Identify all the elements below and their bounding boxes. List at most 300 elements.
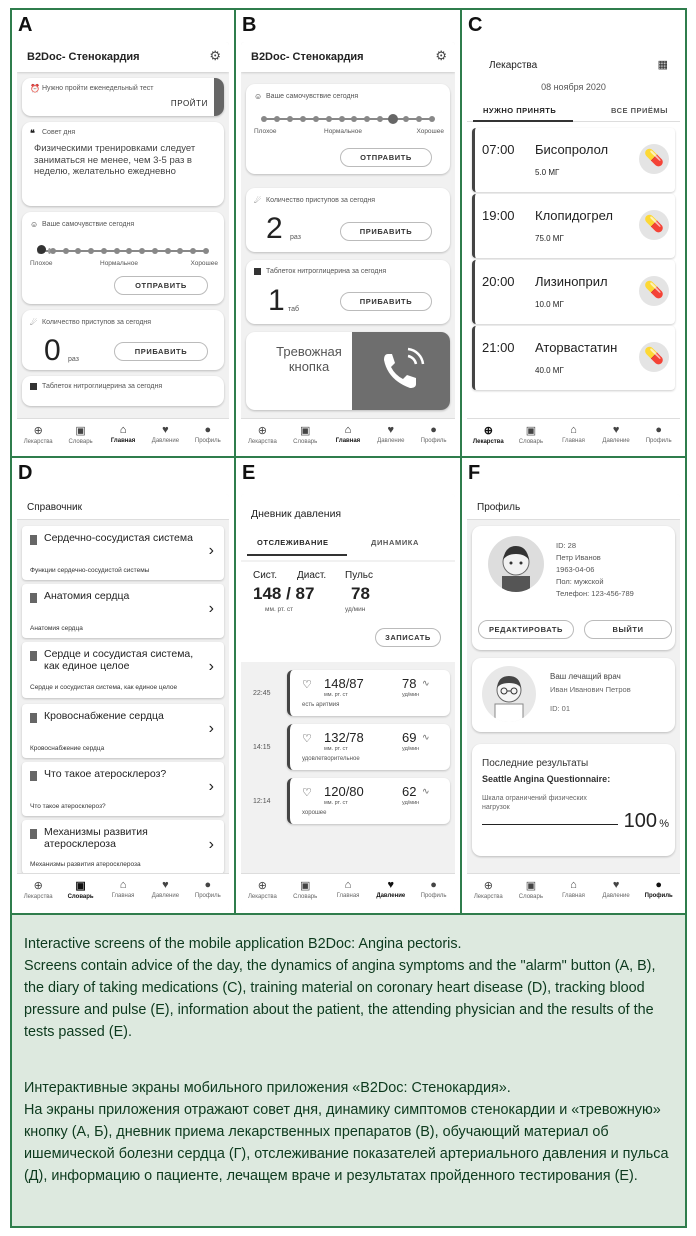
smile-icon: ☺: [30, 220, 39, 229]
nav-label: Профиль: [194, 893, 221, 899]
nav-label: Главная: [111, 893, 135, 899]
plus-circle-icon: ⊕: [257, 880, 267, 892]
gear-icon[interactable]: ⚙: [209, 48, 221, 63]
med-time: 20:00: [482, 274, 515, 289]
person-icon: ●: [655, 424, 662, 436]
nav-label: Давление: [376, 893, 406, 899]
nav-label: Лекарства: [473, 894, 503, 900]
slider-step-dot: [403, 116, 409, 122]
panel-label-b: B: [242, 14, 257, 36]
pill-icon[interactable]: 💊: [639, 342, 669, 372]
flame-icon: ☄: [30, 318, 38, 327]
nitro-label: Таблеток нитроглицерина за сегодня: [42, 383, 163, 390]
plus-circle-icon: ⊕: [33, 425, 43, 437]
doctor-id: ID: 01: [550, 704, 571, 713]
entry-pulse: 78: [402, 676, 417, 691]
entry-bp-unit: мм. рт. ст: [324, 800, 348, 806]
med-time: 07:00: [482, 142, 515, 157]
score-value: 100: [623, 810, 657, 832]
bp-entry[interactable]: [287, 778, 450, 824]
med-card[interactable]: [472, 260, 675, 324]
edit-button[interactable]: РЕДАКТИРОВАТЬ: [478, 620, 574, 639]
entry-pulse-unit: уд/мин: [402, 692, 420, 698]
screen-header: [467, 494, 680, 520]
pass-test-button[interactable]: ПРОЙТИ: [170, 99, 208, 108]
bp-unit: мм. рт. ст: [265, 606, 294, 613]
pulse-unit: уд/мин: [345, 606, 366, 613]
pulse-wave-icon: ∿: [422, 786, 430, 796]
tabs: [467, 100, 680, 122]
screen-header: [241, 494, 455, 560]
slider-step-dot: [339, 116, 345, 122]
plus-circle-icon: ⊕: [483, 425, 493, 437]
screen-title: Справочник: [27, 502, 82, 513]
scale-label-normal: Нормальное: [324, 128, 363, 135]
nav-pressure[interactable]: [369, 419, 412, 456]
panel-f: [462, 458, 685, 911]
topic-title: Механизмы развития атеросклероза: [44, 826, 148, 850]
topic-item[interactable]: [22, 526, 224, 580]
person-avatar-icon: [488, 536, 544, 592]
slider-step-dot: [287, 116, 293, 122]
questionnaire-name: Seattle Angina Questionnaire:: [482, 774, 611, 784]
nav-meds[interactable]: [467, 419, 510, 456]
bookmark-icon: [30, 771, 37, 781]
weekly-test-text: Нужно пройти еженедельный тест: [42, 85, 154, 92]
screen-title: Дневник давления: [251, 508, 342, 520]
topic-subtitle: Что такое атеросклероз?: [30, 803, 106, 810]
bookmark-icon: [30, 593, 37, 603]
wellbeing-label: Ваше самочувствие сегодня: [266, 93, 359, 100]
med-dose: 5.0 МГ: [535, 168, 560, 177]
bottom-nav: [241, 873, 455, 911]
wellbeing-label: Ваше самочувствие сегодня: [42, 221, 135, 228]
panel-label-a: A: [18, 14, 33, 36]
slider-step-dot: [203, 248, 209, 254]
phone-screen-a: [17, 42, 229, 456]
person-icon: ●: [430, 879, 437, 891]
person-icon: ●: [204, 424, 212, 436]
slider-step-dot: [50, 248, 56, 254]
panel-b: [236, 10, 460, 456]
panel-d: [12, 458, 234, 911]
tab-indicator: [473, 120, 573, 122]
doctor-card[interactable]: [472, 658, 675, 732]
book-icon: ▣: [75, 425, 86, 437]
patient-id: ID: 28: [556, 541, 577, 550]
tab-indicator: [247, 554, 347, 556]
home-icon: ⌂: [344, 879, 352, 891]
screen-header: [17, 494, 229, 520]
nav-profile[interactable]: [187, 419, 229, 456]
wellbeing-card: [246, 84, 450, 174]
chevron-right-icon: ›: [208, 720, 214, 737]
book-icon: ▣: [525, 880, 537, 892]
nav-label: Профиль: [194, 438, 221, 444]
med-card[interactable]: [472, 326, 675, 390]
nav-label: Давление: [151, 438, 180, 444]
slider-step-dot: [351, 116, 357, 122]
pulse-wave-icon: ∿: [422, 732, 430, 742]
nav-pressure[interactable]: [595, 874, 638, 911]
nav-pressure[interactable]: [144, 419, 186, 456]
wellbeing-slider-thumb[interactable]: [388, 114, 398, 124]
nav-meds[interactable]: [241, 419, 284, 456]
scale-label-normal: Нормальное: [100, 260, 139, 267]
heart-outline-icon: ♡: [302, 733, 312, 745]
topic-title: Кровоснабжение сердца: [44, 710, 164, 722]
chevron-right-icon: ›: [208, 542, 214, 559]
score-unit: %: [659, 818, 669, 830]
bottom-nav: [17, 873, 229, 911]
scale-label-bad: Плохое: [254, 128, 277, 135]
nav-label: Лекарства: [247, 439, 277, 445]
entry-bp: 120/80: [324, 784, 364, 799]
book-icon: ▣: [299, 880, 311, 892]
nav-label: Словарь: [518, 894, 543, 900]
heart-icon: ♥: [162, 424, 169, 436]
phone-screen-d: [17, 494, 229, 911]
scale-label-good: Хорошее: [416, 128, 444, 135]
doctor-avatar-icon: [482, 666, 536, 722]
nav-dict[interactable]: [510, 419, 553, 456]
topic-title: Сердце и сосудистая система, как единое целое: [44, 648, 194, 672]
attacks-count: 2: [266, 212, 283, 245]
patient-dob: 1963-04-06: [556, 565, 595, 574]
nav-pressure[interactable]: [369, 874, 412, 911]
slider-step-dot: [300, 116, 306, 122]
nav-home[interactable]: [552, 419, 595, 456]
current-pulse: 78: [351, 584, 370, 603]
alarm-button[interactable]: [352, 332, 450, 410]
tip-title: Совет дня: [42, 129, 76, 136]
wellbeing-slider-thumb[interactable]: [37, 245, 46, 254]
nav-profile[interactable]: [637, 874, 680, 911]
slider-step-dot: [88, 248, 94, 254]
scale-label-good: Хорошее: [190, 260, 218, 267]
nav-meds[interactable]: [241, 874, 284, 911]
entry-bp: 148/87: [324, 676, 364, 691]
nav-label: Лекарства: [23, 894, 53, 900]
topic-subtitle: Кровоснабжение сердца: [30, 745, 105, 752]
nav-pressure[interactable]: [144, 874, 186, 911]
topic-item[interactable]: [22, 762, 224, 816]
nav-home[interactable]: [327, 419, 370, 456]
med-name: Лизиноприл: [535, 274, 608, 289]
score-bar-track: [482, 824, 618, 825]
patient-card: [472, 526, 675, 650]
app-header: [17, 42, 229, 72]
home-icon: ⌂: [344, 424, 352, 436]
nav-label: Лекарства: [247, 894, 277, 900]
nav-label: Профиль: [420, 893, 447, 899]
slider-step-dot: [63, 248, 69, 254]
nav-label: Словарь: [518, 439, 543, 445]
tip-text: Физическими тренировками следует заниматься не менее, чем 3-5 раз в неделю, желательно ежедневно: [34, 143, 196, 177]
heart-icon: ♥: [387, 424, 395, 436]
phone-screen-c: [467, 42, 680, 456]
phone-screen-e: [241, 494, 455, 911]
topic-title: Сердечно-сосудистая система: [44, 532, 193, 544]
slider-step-dot: [75, 248, 81, 254]
med-dose: 40.0 МГ: [535, 366, 564, 375]
heart-outline-icon: ♡: [302, 787, 312, 799]
nav-pressure[interactable]: [595, 419, 638, 456]
nav-profile[interactable]: [412, 874, 455, 911]
slider-step-dot: [114, 248, 120, 254]
topic-item[interactable]: [22, 642, 224, 698]
app-header: [241, 42, 455, 72]
entry-bp-unit: мм. рт. ст: [324, 692, 348, 698]
nav-dict[interactable]: [59, 874, 101, 911]
scale-label-bad: Плохое: [30, 260, 53, 267]
entry-time: 14:15: [253, 744, 271, 751]
nav-label: Профиль: [420, 438, 447, 444]
nav-label: Лекарства: [472, 439, 504, 445]
bp-entry[interactable]: [287, 670, 450, 716]
results-card: [472, 744, 675, 856]
nav-label: Профиль: [644, 893, 673, 899]
send-button[interactable]: ОТПРАВИТЬ: [340, 148, 432, 167]
person-icon: ●: [430, 424, 437, 436]
slider-step-dot: [326, 116, 332, 122]
slider-step-dot: [429, 116, 435, 122]
wellbeing-card: [22, 212, 224, 304]
slider-step-dot: [377, 116, 383, 122]
slider-step-dot: [177, 248, 183, 254]
record-button[interactable]: ЗАПИСАТЬ: [375, 628, 441, 647]
caption-english: Interactive screens of the mobile application B2Doc: Angina pectoris. Screens contain advice of the day, the dynamics of angina symptoms and the "alarm" button (A, B), the diary of taking medications (C), training material on coronary heart disease (D), tracking blood pressure and pulse (E), information about the patient, the attending physician and the results of the tests passed (E).: [24, 936, 656, 1040]
nav-dict[interactable]: [284, 419, 327, 456]
plus-box-icon: [254, 268, 261, 275]
attacks-unit: раз: [68, 356, 79, 363]
home-icon: ⌂: [119, 879, 127, 891]
tab-dynamics[interactable]: ДИНАМИКА: [371, 538, 419, 547]
panel-label-c: C: [468, 14, 483, 36]
nav-meds[interactable]: [467, 874, 510, 911]
doctor-name: Иван Иванович Петров: [550, 685, 631, 694]
panel-label-d: D: [18, 462, 33, 484]
panel-a: [12, 10, 234, 456]
topic-title: Анатомия сердца: [44, 590, 130, 602]
caption-russian: Интерактивные экраны мобильного приложения «B2Doc: Стенокардия». На экраны приложения отражают совет дня, динамику симптомов стенокардии и «тревожную» кнопку (А, Б), дневник приема лекарственных препаратов (В), обучающий материал об ишемической болезни сердца (Г), отслеживание показателей артериального давления и пульса (Д), информацию о пациенте, лечащем враче и результатах пройденного тестирования (Е).: [24, 1080, 669, 1184]
slider-step-dot: [313, 116, 319, 122]
slider-step-dot: [416, 116, 422, 122]
topic-subtitle: Механизмы развития атеросклероза: [30, 861, 141, 868]
calendar-icon[interactable]: ▦: [657, 59, 668, 71]
topic-item[interactable]: [22, 584, 224, 638]
attacks-card: [246, 188, 450, 252]
med-card[interactable]: [472, 194, 675, 258]
plus-box-icon: [30, 383, 37, 390]
topic-subtitle: Функции сердечно-сосудистой системы: [30, 567, 150, 574]
tab-all-intakes[interactable]: ВСЕ ПРИЁМЫ: [610, 106, 668, 115]
nav-dict[interactable]: [284, 874, 327, 911]
current-bp: 148 / 87: [253, 584, 315, 603]
book-icon: ▣: [75, 880, 86, 892]
topic-item[interactable]: [22, 704, 224, 758]
panel-c: [462, 10, 685, 456]
med-dose: 10.0 МГ: [535, 300, 564, 309]
slider-step-dot: [261, 116, 267, 122]
attacks-count: 0: [44, 334, 61, 367]
slider-step-dot: [126, 248, 132, 254]
nav-label: Главная: [562, 438, 585, 444]
nav-label: Главная: [336, 893, 360, 899]
nav-profile[interactable]: [637, 419, 680, 456]
nav-label: Давление: [151, 893, 180, 899]
score-bar-fill: [482, 824, 618, 825]
nav-home[interactable]: [102, 874, 144, 911]
pill-icon[interactable]: 💊: [639, 144, 669, 174]
nav-home[interactable]: [552, 874, 595, 911]
slider-step-dot: [152, 248, 158, 254]
nav-meds[interactable]: [17, 874, 59, 911]
med-card[interactable]: [472, 128, 675, 192]
bp-entry[interactable]: [287, 724, 450, 770]
add-attack-button[interactable]: ПРИБАВИТЬ: [340, 222, 432, 241]
nav-label: Словарь: [68, 439, 93, 445]
phone-icon: [352, 332, 450, 410]
entry-pulse-unit: уд/мин: [402, 746, 420, 752]
logout-button[interactable]: ВЫЙТИ: [584, 620, 672, 639]
date-label: 08 ноября 2020: [541, 82, 606, 92]
attacks-label: Количество приступов за сегодня: [42, 319, 152, 326]
heart-outline-icon: ♡: [302, 679, 312, 691]
phone-screen-b: [241, 42, 455, 456]
slider-step-dot: [190, 248, 196, 254]
chevron-right-icon: ›: [208, 836, 214, 853]
nav-label: Давление: [602, 438, 630, 444]
nitro-unit: таб: [288, 306, 300, 313]
patient-name: Петр Иванов: [556, 553, 601, 562]
entry-bp: 132/78: [324, 730, 364, 745]
nitro-count: 1: [268, 284, 285, 317]
med-name: Бисопролол: [535, 142, 609, 157]
bookmark-icon: [30, 651, 37, 661]
med-dose: 75.0 МГ: [535, 234, 564, 243]
nav-home[interactable]: [102, 419, 144, 456]
person-icon: ●: [655, 879, 662, 891]
tip-of-day-card: [22, 122, 224, 206]
slider-step-dot: [274, 116, 280, 122]
book-icon: ▣: [525, 425, 537, 437]
flame-icon: ☄: [254, 196, 262, 205]
add-nitro-button[interactable]: ПРИБАВИТЬ: [340, 292, 432, 311]
entry-note: хорошее: [302, 810, 327, 816]
nav-label: Словарь: [293, 894, 318, 900]
entry-note: удовлетворительное: [302, 756, 360, 762]
bottom-nav: [467, 418, 680, 456]
attacks-label: Количество приступов за сегодня: [266, 197, 376, 204]
slider-step-dot: [139, 248, 145, 254]
app-title: B2Doc- Стенокардия: [251, 51, 364, 63]
attacks-unit: раз: [290, 234, 301, 241]
bottom-nav: [467, 873, 680, 911]
topic-item[interactable]: [22, 820, 224, 874]
med-name: Аторвастатин: [535, 340, 618, 355]
nav-label: Давление: [602, 893, 630, 899]
nitro-card: [246, 260, 450, 324]
attacks-card: [22, 310, 224, 370]
quote-icon: ❝: [30, 128, 35, 138]
slider-step-dot: [364, 116, 370, 122]
topic-subtitle: Анатомия сердца: [30, 625, 83, 632]
entry-pulse-unit: уд/мин: [402, 800, 420, 806]
topic-subtitle: Сердце и сосудистая система, как единое целое: [30, 684, 178, 691]
alarm-card[interactable]: [246, 332, 450, 410]
scale-label: Шкала ограничений физических нагрузок: [482, 795, 587, 811]
figure-caption: [12, 913, 685, 1226]
entry-pulse: 62: [402, 784, 417, 799]
plus-circle-icon: ⊕: [483, 880, 493, 892]
patient-sex: Пол: мужской: [556, 577, 604, 586]
nav-dict[interactable]: [510, 874, 553, 911]
bottom-nav: [241, 418, 455, 456]
nav-profile[interactable]: [412, 419, 455, 456]
current-reading: [241, 562, 455, 662]
nav-dict[interactable]: [59, 419, 101, 456]
pulse-wave-icon: ∿: [422, 678, 430, 688]
pill-icon[interactable]: 💊: [639, 276, 669, 306]
home-icon: ⌂: [119, 424, 127, 436]
nav-label: Главная: [562, 893, 585, 899]
nav-meds[interactable]: [17, 419, 59, 456]
nitro-label: Таблеток нитроглицерина за сегодня: [266, 268, 387, 275]
doctor-avatar: [482, 666, 536, 722]
test-accent: [214, 78, 224, 116]
results-title: Последние результаты: [482, 758, 589, 769]
patient-info: [556, 540, 634, 600]
send-button[interactable]: ОТПРАВИТЬ: [114, 276, 208, 295]
slider-step-dot: [101, 248, 107, 254]
doctor-title: Ваш лечащий врач: [550, 672, 621, 681]
heart-icon: ♥: [612, 879, 620, 891]
add-attack-button[interactable]: ПРИБАВИТЬ: [114, 342, 208, 361]
alarm-label: Тревожная кнопка: [276, 344, 342, 374]
nav-label: Лекарства: [23, 439, 53, 445]
alarm-icon: ⏰: [30, 84, 40, 93]
book-icon: ▣: [299, 425, 311, 437]
panel-label-e: E: [242, 462, 256, 484]
entry-pulse: 69: [402, 730, 417, 745]
heart-icon: ♥: [612, 424, 620, 436]
med-name: Клопидогрел: [535, 208, 614, 223]
heart-icon: ♥: [162, 879, 169, 891]
pill-icon[interactable]: 💊: [639, 210, 669, 240]
entry-time: 12:14: [253, 798, 271, 805]
nav-home[interactable]: [327, 874, 370, 911]
home-icon: ⌂: [570, 424, 577, 436]
slider-step-dot: [165, 248, 171, 254]
weekly-test-card[interactable]: [22, 78, 224, 116]
app-title: B2Doc- Стенокардия: [27, 51, 140, 63]
bookmark-icon: [30, 713, 37, 723]
nav-label: Профиль: [645, 438, 672, 444]
bookmark-icon: [30, 535, 37, 545]
plus-circle-icon: ⊕: [257, 425, 267, 437]
tab-to-take[interactable]: НУЖНО ПРИНЯТЬ: [483, 106, 557, 115]
med-time: 21:00: [482, 340, 515, 355]
screen-title: Профиль: [477, 502, 521, 513]
panel-label-f: F: [468, 462, 481, 484]
gear-icon[interactable]: ⚙: [435, 48, 447, 63]
nav-profile[interactable]: [187, 874, 229, 911]
nav-label: Давление: [377, 438, 405, 444]
tab-tracking[interactable]: ОТСЛЕЖИВАНИЕ: [257, 538, 329, 547]
plus-circle-icon: ⊕: [33, 880, 43, 892]
panel-e: [236, 458, 460, 911]
